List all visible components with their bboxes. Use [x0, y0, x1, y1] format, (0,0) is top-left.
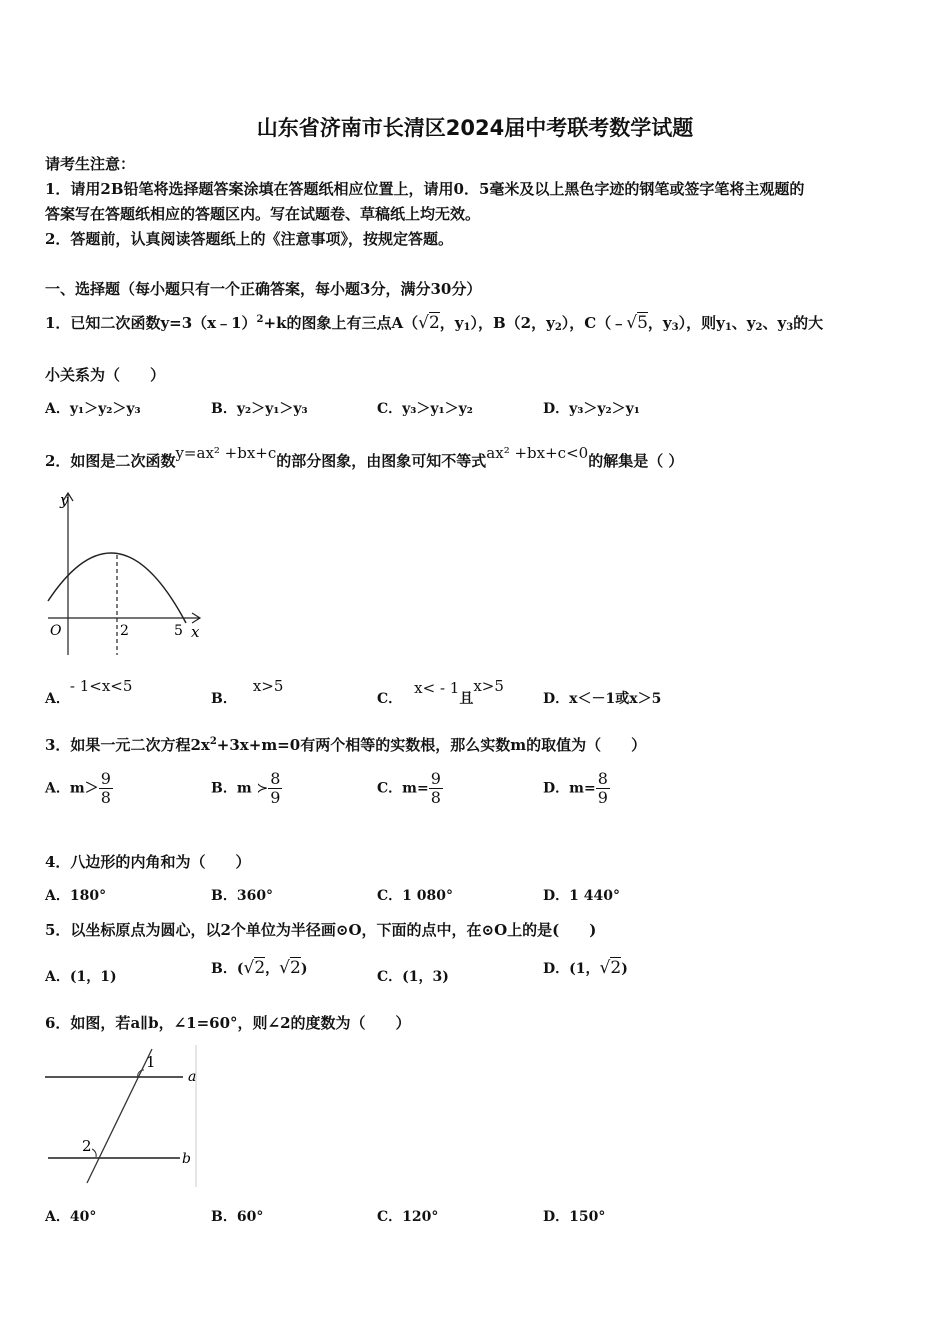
x-axis-label: x — [191, 623, 200, 641]
parabola-graph — [40, 485, 210, 660]
q2-option-a[interactable]: A．- 1<x<5 — [45, 677, 133, 707]
q4-option-a[interactable]: A．180° — [45, 888, 107, 904]
angle-1-label: 1 — [146, 1053, 156, 1071]
line-a-label: a — [188, 1069, 197, 1085]
notice-item2: 2．答题前，认真阅读答题纸上的《注意事项》，按规定答题。 — [45, 230, 453, 248]
notice-heading: 请考生注意： — [45, 155, 136, 173]
question-4-stem: 4．八边形的内角和为（ ） — [45, 853, 251, 871]
q2-option-d[interactable]: D．x＜－1或x＞5 — [543, 691, 662, 707]
notice-item1-line1: 1．请用2B铅笔将选择题答案涂填在答题纸相应位置上，请用0．5毫米及以上黑色字迹的钢笔或签字笔将主观题的 — [45, 180, 805, 198]
q4-option-b[interactable]: B．360° — [211, 888, 274, 904]
question-5-stem: 5．以坐标原点为圆心，以2个单位为半径画⊙O，下面的点中，在⊙O上的是( ) — [45, 921, 597, 939]
parallel-lines-figure — [40, 1045, 205, 1190]
page-title: 山东省济南市长清区2024届中考联考数学试题 — [256, 116, 694, 140]
q3-option-c[interactable]: C．m= $\frac{9}{8}$ — [377, 769, 441, 807]
q1-option-d[interactable]: D．y₃＞y₂＞y₁ — [543, 401, 640, 417]
question-2-stem: 2．如图是二次函数y=ax² +bx+c的部分图象，由图象可知不等式ax² +bx+c<0的解集是（ ） — [45, 444, 684, 470]
formula-quadratic: y=ax² +bx+c — [175, 444, 277, 462]
question-6-stem: 6．如图，若a∥b，∠1=60°，则∠2的度数为（ ） — [45, 1014, 411, 1032]
question-3-stem: 3．如果一元二次方程$2x^2+3x+m=0$有两个相等的实数根，那么实数m的取值为（ ） — [45, 736, 647, 754]
q6-option-d[interactable]: D．150° — [543, 1209, 606, 1225]
question-1-stem: 1．已知二次函数y=3（x﹣1）$^2$+k的图象上有三点A（√2，$y_1$），B（2，$y_2$），C（﹣√5，$y_3$），则$y_1$、$y_2$、$y_3$的大 — [45, 313, 824, 333]
tick-5-label: 5 — [174, 623, 183, 639]
q6-option-c[interactable]: C．120° — [377, 1209, 439, 1225]
line-b-label: b — [182, 1151, 191, 1167]
q5-option-c[interactable]: C．(1，3) — [377, 969, 449, 985]
q3-option-a[interactable]: A．m＞ $\frac{9}{8}$ — [45, 769, 111, 807]
q1-option-c[interactable]: C．y₃＞y₁＞y₂ — [377, 401, 473, 417]
q4-option-c[interactable]: C．1 080° — [377, 888, 453, 904]
q3-option-d[interactable]: D．m= $\frac{8}{9}$ — [543, 769, 608, 807]
notice-item1-line2: 答案写在答题纸相应的答题区内。写在试题卷、草稿纸上均无效。 — [45, 205, 481, 223]
angle-2-label: 2 — [82, 1137, 92, 1155]
q2-option-b[interactable]: B．x>5 — [211, 677, 284, 707]
q6-option-b[interactable]: B．60° — [211, 1209, 264, 1225]
q5-option-a[interactable]: A．(1，1) — [45, 969, 117, 985]
origin-label: O — [50, 623, 62, 639]
q1-option-a[interactable]: A．y₁＞y₂＞y₃ — [45, 401, 141, 417]
q2-option-c[interactable]: C．x< - 1且x>5 — [377, 677, 504, 707]
q3-option-b[interactable]: B．m ≻ $\frac{8}{9}$ — [211, 769, 281, 807]
q5-option-b[interactable]: B．(√2，√2) — [211, 958, 308, 978]
tick-2-label: 2 — [120, 623, 129, 639]
sqrt-5: √5 — [626, 313, 648, 333]
q1-option-b[interactable]: B．y₂＞y₁＞y₃ — [211, 401, 308, 417]
q6-option-a[interactable]: A．40° — [45, 1209, 97, 1225]
sqrt-2: √2 — [418, 313, 440, 333]
section-heading: 一、选择题（每小题只有一个正确答案，每小题3分，满分30分） — [45, 280, 482, 298]
formula-inequality: ax² +bx+c<0 — [486, 444, 589, 462]
q4-option-d[interactable]: D．1 440° — [543, 888, 620, 904]
q5-option-d[interactable]: D．(1，√2) — [543, 958, 628, 978]
y-axis-label: y — [60, 491, 69, 509]
question-1-stem-line2: 小关系为（ ） — [45, 366, 166, 384]
